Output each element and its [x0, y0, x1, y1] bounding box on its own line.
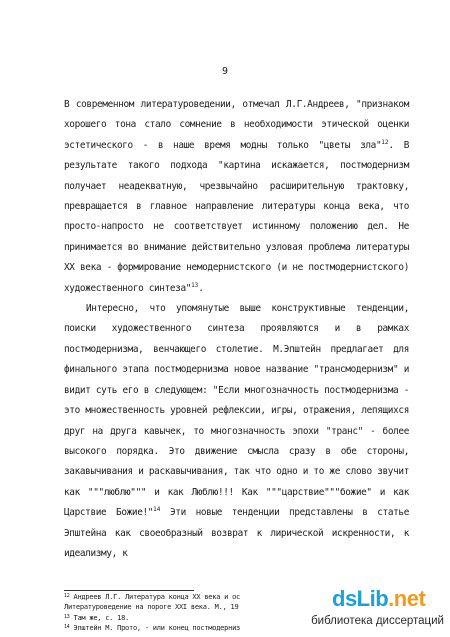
paragraph-2 [64, 299, 409, 564]
footnote-item [64, 613, 284, 623]
page-number: 9 [221, 66, 229, 77]
footnote-ref-13[interactable]: 13 [191, 281, 199, 289]
paragraph-1-text-c: . [198, 282, 204, 294]
footnote-number: 14 [64, 623, 70, 630]
footnote-item [64, 592, 284, 602]
footnote-text: Литературоведение на пороге XXI века. М., 19 [64, 603, 239, 612]
paragraph-2-text-b: Эти новые тенденции представлены в статье Эпштейна как своеобразный возврат к лирической искренности, к идеализму, к [64, 507, 409, 559]
footnote-item [64, 623, 284, 633]
paragraph-1-text-a: В современном литературоведении, отмечал Л.Г.Андреев, "признаком хорошего тона стало сомнение в необходимости этической оценки эстетического - в наше время модны только "цветы зла" [64, 99, 409, 151]
paragraph-2-text-a: Интересно, что упомянутые выше конструктивные тенденции, поиски художественного синтеза проявляются и в рамках постмодернизма, венчающего столетие. М.Эпштейн предлагает для финального этапа постмодернизма новое название "трансмодернизм" и видит суть его в следующем: "Если многозначность постмодернизма - это множественность уровней рефлексии, игры, отражения, лепящихся друг на друга кавычек, то многозначность эпохи "транс" - более высокого порядка. Это движение смысла сразу в обе стороны, закавычивания и раскавычивания, так что одно и то же слово звучит как """люблю""" и как Люблю!!! Как """царствие"""божие" и как Царствие Божие!" [64, 303, 409, 519]
footnote-number: 12 [64, 593, 70, 599]
footnote-separator [64, 590, 194, 591]
footnote-ref-14[interactable]: 14 [153, 506, 161, 514]
paragraph-1 [64, 95, 409, 299]
footnote-text: Андреев Л.Г. Литература конца XX века и ос [69, 593, 240, 601]
footnotes [64, 592, 284, 633]
paragraph-1-text-b: . В результате такого подхода "картина искажается, постмодернизм получает неадекватную, чрезвычайно расширительную трактовку, превращается в главное направление литературы конца века, что просто-напросто не соответствует истинному положению дел. Не принимается во внимание действительно узловая проблема литературы XX века - формирование немодернистского (и не постмодернистского) художественного синтеза" [64, 139, 409, 294]
footnote-text: Эпштейн М. Прото, - или конец постмодерниз [69, 623, 240, 632]
footnote-item [64, 602, 284, 612]
dslib-watermark[interactable] [286, 586, 446, 632]
footnote-number: 13 [64, 613, 70, 620]
dslib-logo [332, 586, 425, 612]
body-text [64, 95, 409, 564]
footnote-ref-12[interactable]: 12 [381, 138, 389, 146]
watermark-subtitle: библиотека диссертаций [311, 615, 444, 627]
footnote-text: Там же, с. 18. [69, 613, 129, 622]
logo-part-dslib: dsLib [332, 586, 389, 611]
logo-part-net: .net [388, 586, 426, 611]
